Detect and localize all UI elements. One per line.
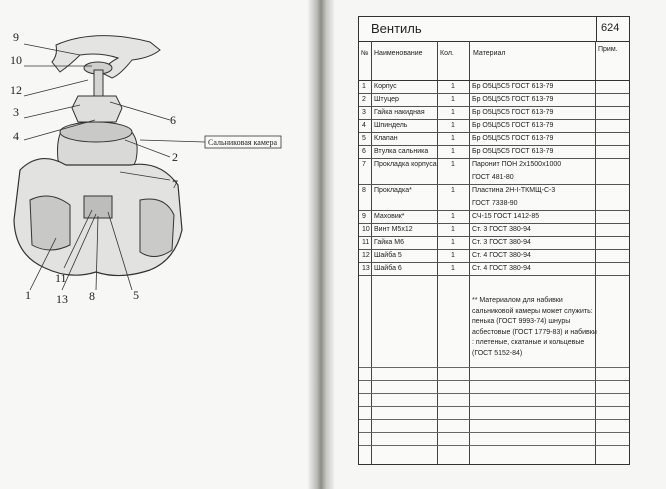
row-qty: 1 — [451, 135, 455, 142]
row-material: Бр О5Ц5С5 ГОСТ 613-79 — [472, 83, 554, 90]
doc-number: 624 — [601, 22, 620, 34]
callout-10: 10 — [10, 53, 22, 67]
table-row — [359, 132, 629, 146]
row-material: Ст. 3 ГОСТ 380-94 — [472, 226, 531, 233]
blank-row — [359, 367, 629, 368]
row-qty: 1 — [451, 239, 455, 246]
row-num: 6 — [362, 148, 366, 155]
row-name: Штуцер — [374, 96, 399, 103]
table-row — [359, 210, 629, 224]
title-row — [359, 17, 629, 42]
row-name: Гайка М6 — [374, 239, 404, 246]
header-note: Прим. — [598, 46, 618, 53]
table-row — [359, 93, 629, 107]
row-qty: 1 — [451, 187, 455, 194]
handwheel — [52, 36, 160, 78]
footnote: ** Материалом для набивки сальниковой камеры может служить: пенька (ГОСТ 9993-74) шнуры асбестовые (ГОСТ 1779-83) и набивки : плетеные, скатаные и кольцевые (ГОСТ 5152-84) — [472, 297, 597, 357]
table-row — [359, 145, 629, 159]
row-qty: 1 — [451, 83, 455, 90]
row-num: 5 — [362, 135, 366, 142]
callout-8: 8 — [89, 289, 95, 303]
row-material: Бр О5Ц5С5 ГОСТ 613-79 — [472, 96, 554, 103]
row-name: Прокладка корпуса — [374, 161, 437, 168]
header-name: Наименование — [374, 50, 423, 57]
table-title: Вентиль — [371, 21, 422, 36]
row-num: 3 — [362, 109, 366, 116]
table-row — [359, 223, 629, 237]
header-num: № — [361, 50, 369, 57]
row-material-continued: ГОСТ 7338-90 — [472, 200, 518, 207]
blank-row — [359, 419, 629, 420]
row-qty: 1 — [451, 265, 455, 272]
row-material: Ст. 3 ГОСТ 380-94 — [472, 239, 531, 246]
row-num: 2 — [362, 96, 366, 103]
row-qty: 1 — [451, 109, 455, 116]
callout-13: 13 — [56, 292, 68, 306]
row-material: Ст. 4 ГОСТ 380-94 — [472, 265, 531, 272]
row-num: 7 — [362, 161, 366, 168]
specification-table — [358, 16, 630, 465]
callout-7: 7 — [172, 177, 178, 191]
table-row — [359, 262, 629, 276]
blank-row — [359, 432, 629, 433]
row-num: 10 — [362, 226, 370, 233]
callout-1: 1 — [25, 288, 31, 302]
blank-row — [359, 406, 629, 407]
row-qty: 1 — [451, 148, 455, 155]
row-qty: 1 — [451, 161, 455, 168]
row-name: Корпус — [374, 83, 397, 90]
blank-row — [359, 393, 629, 394]
row-material: Бр О5Ц5С5 ГОСТ 613-79 — [472, 135, 554, 142]
callout-5: 5 — [133, 288, 139, 302]
table-row — [359, 236, 629, 250]
header-material: Материал — [473, 50, 506, 57]
row-material: Бр О5Ц5С5 ГОСТ 613-79 — [472, 122, 554, 129]
row-material: Паронит ПОН 2х1500х1000 — [472, 161, 562, 168]
row-material: Бр О5Ц5С5 ГОСТ 613-79 — [472, 148, 554, 155]
row-qty: 1 — [451, 122, 455, 129]
callout-4: 4 — [13, 129, 19, 143]
row-name: Маховик* — [374, 213, 405, 220]
row-name: Втулка сальника — [374, 148, 429, 155]
row-name: Шайба 5 — [374, 252, 402, 259]
callout-11: 11 — [55, 271, 67, 285]
table-row — [359, 106, 629, 120]
row-num: 11 — [362, 239, 370, 246]
callout-9: 9 — [13, 30, 19, 44]
row-num: 12 — [362, 252, 370, 259]
callout-12: 12 — [10, 83, 22, 97]
table-row — [359, 249, 629, 263]
blank-row — [359, 445, 629, 446]
table-row — [359, 80, 629, 94]
row-qty: 1 — [451, 96, 455, 103]
chamber-label: Сальниковая камера — [208, 138, 278, 147]
row-material-continued: ГОСТ 481-80 — [472, 174, 514, 181]
doc-number-box — [596, 17, 630, 41]
row-name: Винт М5х12 — [374, 226, 413, 233]
table-row — [359, 184, 629, 211]
table-row — [359, 158, 629, 185]
row-material: Ст. 4 ГОСТ 380-94 — [472, 252, 531, 259]
blank-row — [359, 380, 629, 381]
valve-disc — [84, 196, 112, 218]
header-row — [359, 41, 629, 81]
row-name: Шайба 6 — [374, 265, 402, 272]
row-name: Прокладка* — [374, 187, 412, 194]
row-material: Бр О5Ц5С5 ГОСТ 613-79 — [472, 109, 554, 116]
callout-2: 2 — [172, 150, 178, 164]
row-name: Гайка накидная — [374, 109, 425, 116]
header-qty: Кол. — [440, 50, 454, 57]
gland-nut — [72, 96, 122, 122]
row-num: 4 — [362, 122, 366, 129]
row-qty: 1 — [451, 252, 455, 259]
row-name: Клапан — [374, 135, 398, 142]
row-num: 8 — [362, 187, 366, 194]
row-material: Пластина 2Н-I-ТКМЩ-С-3 — [472, 187, 556, 194]
valve-cutaway-drawing — [0, 0, 318, 489]
row-num: 9 — [362, 213, 366, 220]
table-row — [359, 119, 629, 133]
row-qty: 1 — [451, 213, 455, 220]
row-qty: 1 — [451, 226, 455, 233]
row-material: СЧ-15 ГОСТ 1412-85 — [472, 213, 540, 220]
row-name: Шпиндель — [374, 122, 408, 129]
callout-6: 6 — [170, 113, 176, 127]
row-num: 13 — [362, 265, 370, 272]
row-num: 1 — [362, 83, 366, 90]
callout-3: 3 — [13, 105, 19, 119]
